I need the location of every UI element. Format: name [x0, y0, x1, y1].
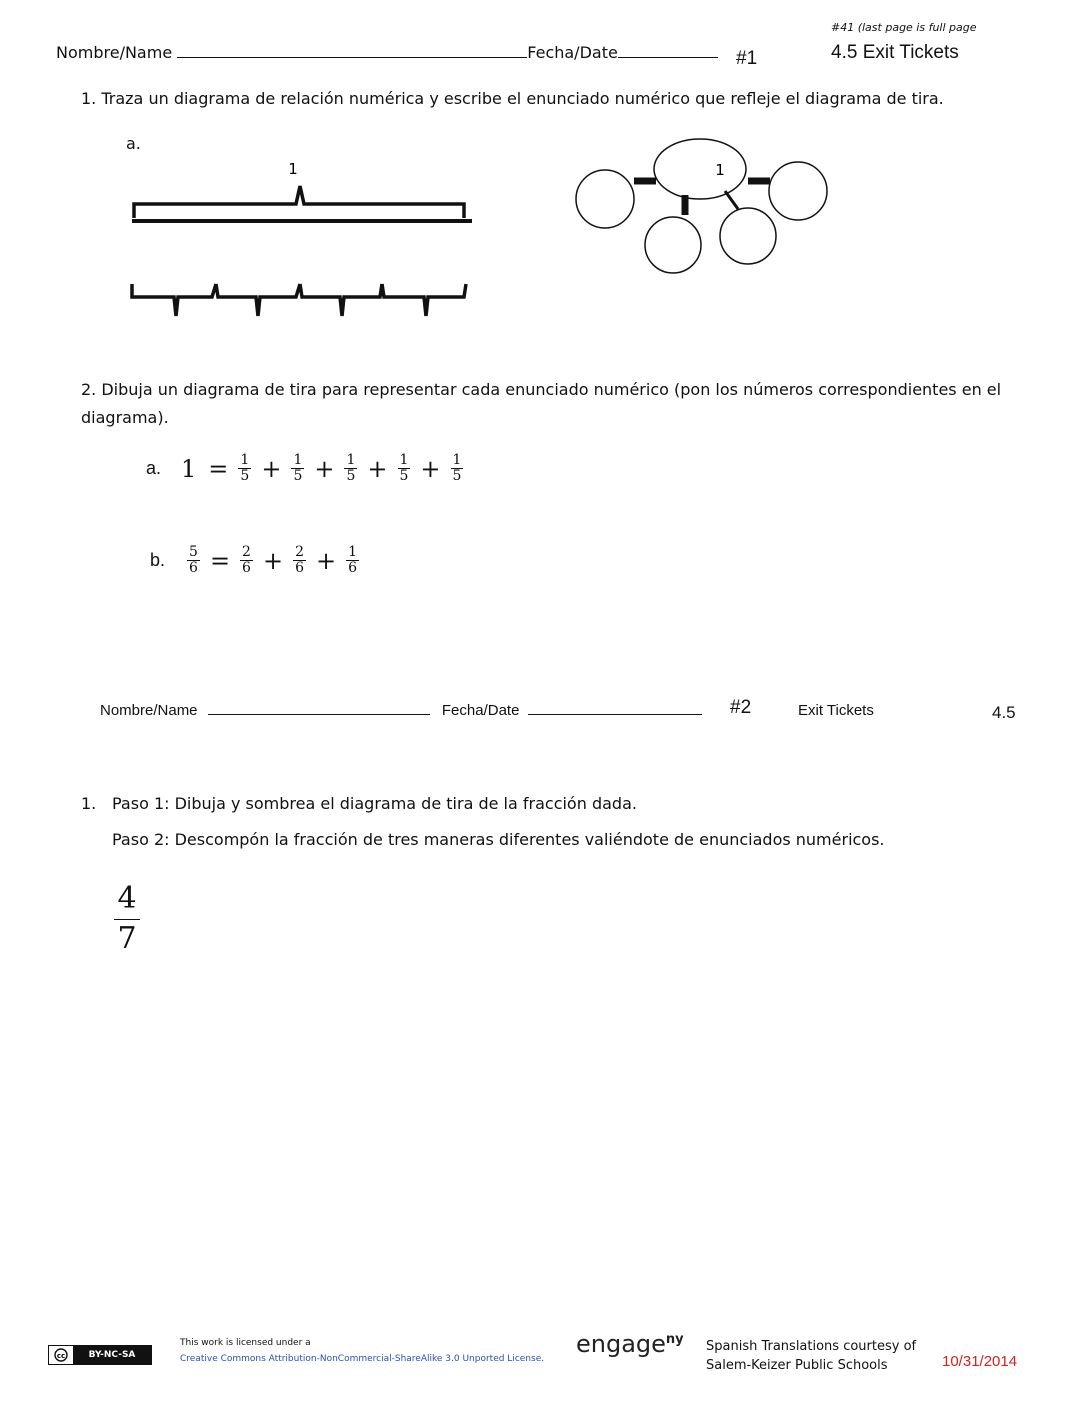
credit-line-1: Spanish Translations courtesy of — [706, 1339, 917, 1354]
ticket2-step1: Paso 1: Dibuja y sombrea el diagrama de tira de la fracción dada. — [112, 794, 637, 813]
page-note: #41 (last page is full page — [831, 21, 977, 34]
bond-whole-label: 1 — [715, 161, 725, 179]
license-link[interactable]: Creative Commons Attribution-NonCommercial-ShareAlike 3.0 Unported License. — [180, 1354, 545, 1364]
footer-date: 10/31/2014 — [942, 1353, 1018, 1370]
equals-sign: = — [208, 454, 229, 483]
question-2-text-line1: 2. Dibuja un diagrama de tira para representar cada enunciado numérico (pon los números correspondientes en el — [81, 380, 1002, 399]
question-1-text: 1. Traza un diagrama de relación numérica y escribe el enunciado numérico que refleje el diagrama de tira. — [81, 89, 944, 108]
given-fraction-denominator: 7 — [117, 920, 137, 956]
ticket2-name-row — [100, 702, 702, 719]
bond-part-circle-bottom-left — [645, 217, 701, 273]
name-label: Nombre/Name — [100, 702, 198, 719]
fraction-term: $\frac{2}{6}$ — [242, 544, 251, 577]
plus-sign: + — [262, 546, 284, 575]
fraction-term: $\frac{1}{5}$ — [346, 452, 356, 485]
name-field-row — [56, 43, 718, 62]
lesson-number: 4.5 — [992, 703, 1016, 722]
ticket-number: #1 — [736, 48, 758, 69]
fraction-term: $\frac{1}{5}$ — [293, 452, 303, 485]
cc-icon — [49, 1347, 73, 1363]
name-input-line[interactable] — [208, 714, 430, 715]
number-bond — [570, 135, 840, 295]
ticket-number: #2 — [730, 697, 752, 718]
tape-whole-label: 1 — [288, 160, 298, 178]
equals-sign: = — [209, 546, 231, 575]
fraction-term: $\frac{2}{6}$ — [295, 544, 304, 577]
plus-sign: + — [261, 454, 282, 483]
given-fraction — [114, 882, 140, 956]
date-input-line[interactable] — [618, 57, 718, 58]
bond-part-circle-right — [769, 162, 827, 220]
plus-sign: + — [316, 546, 337, 575]
engageny-logo — [576, 1330, 684, 1358]
fraction-term: $\frac{1}{6}$ — [348, 544, 358, 577]
date-label: Fecha/Date — [441, 702, 520, 719]
tape-diagram — [120, 150, 480, 330]
bond-whole-circle — [654, 139, 746, 199]
license-text: This work is licensed under a — [180, 1338, 311, 1348]
equation-2b-label: b. — [150, 550, 166, 571]
logo-word: engage — [576, 1330, 666, 1358]
name-input-line[interactable] — [177, 57, 527, 58]
plus-sign: + — [420, 454, 441, 483]
cc-badge-text: BY-NC-SA — [73, 1346, 151, 1364]
fraction-term: $\frac{1}{5}$ — [240, 452, 250, 485]
fraction-term: $\frac{1}{5}$ — [399, 452, 409, 485]
fraction-lhs: $\frac{5}{6}$ — [189, 544, 198, 577]
date-input-line[interactable] — [528, 714, 702, 715]
date-label: Fecha/Date — [527, 43, 618, 62]
given-fraction-numerator: 4 — [117, 881, 137, 916]
equation-2b — [150, 545, 363, 577]
name-label: Nombre/Name — [56, 43, 173, 62]
equation-2a — [146, 453, 467, 485]
ticket2-step2: Paso 2: Descompón la fracción de tres maneras diferentes valiéndote de enunciados numéricos. — [112, 830, 885, 849]
bond-part-circle-left — [576, 170, 634, 228]
top-brace — [134, 186, 464, 218]
plus-sign: + — [314, 454, 335, 483]
svg-text:cc: cc — [56, 1352, 66, 1360]
equation-2a-whole: 1 — [181, 454, 197, 483]
question-2-text-line2: diagrama). — [81, 408, 169, 427]
equation-2a-label: a. — [146, 458, 162, 479]
cc-license-badge[interactable] — [48, 1345, 152, 1365]
page-title: 4.5 Exit Tickets — [831, 42, 959, 63]
question-1-part-a-label: a. — [126, 134, 141, 153]
ticket2-question-index: 1. — [81, 794, 97, 813]
bottom-braces — [132, 284, 466, 316]
ticket2-title: Exit Tickets — [798, 702, 874, 719]
bond-part-circle-bottom-right — [720, 208, 776, 264]
credit-line-2: Salem-Keizer Public Schools — [706, 1358, 888, 1373]
plus-sign: + — [367, 454, 388, 483]
fraction-term: $\frac{1}{5}$ — [452, 452, 462, 485]
logo-sup: ny — [665, 1332, 684, 1347]
